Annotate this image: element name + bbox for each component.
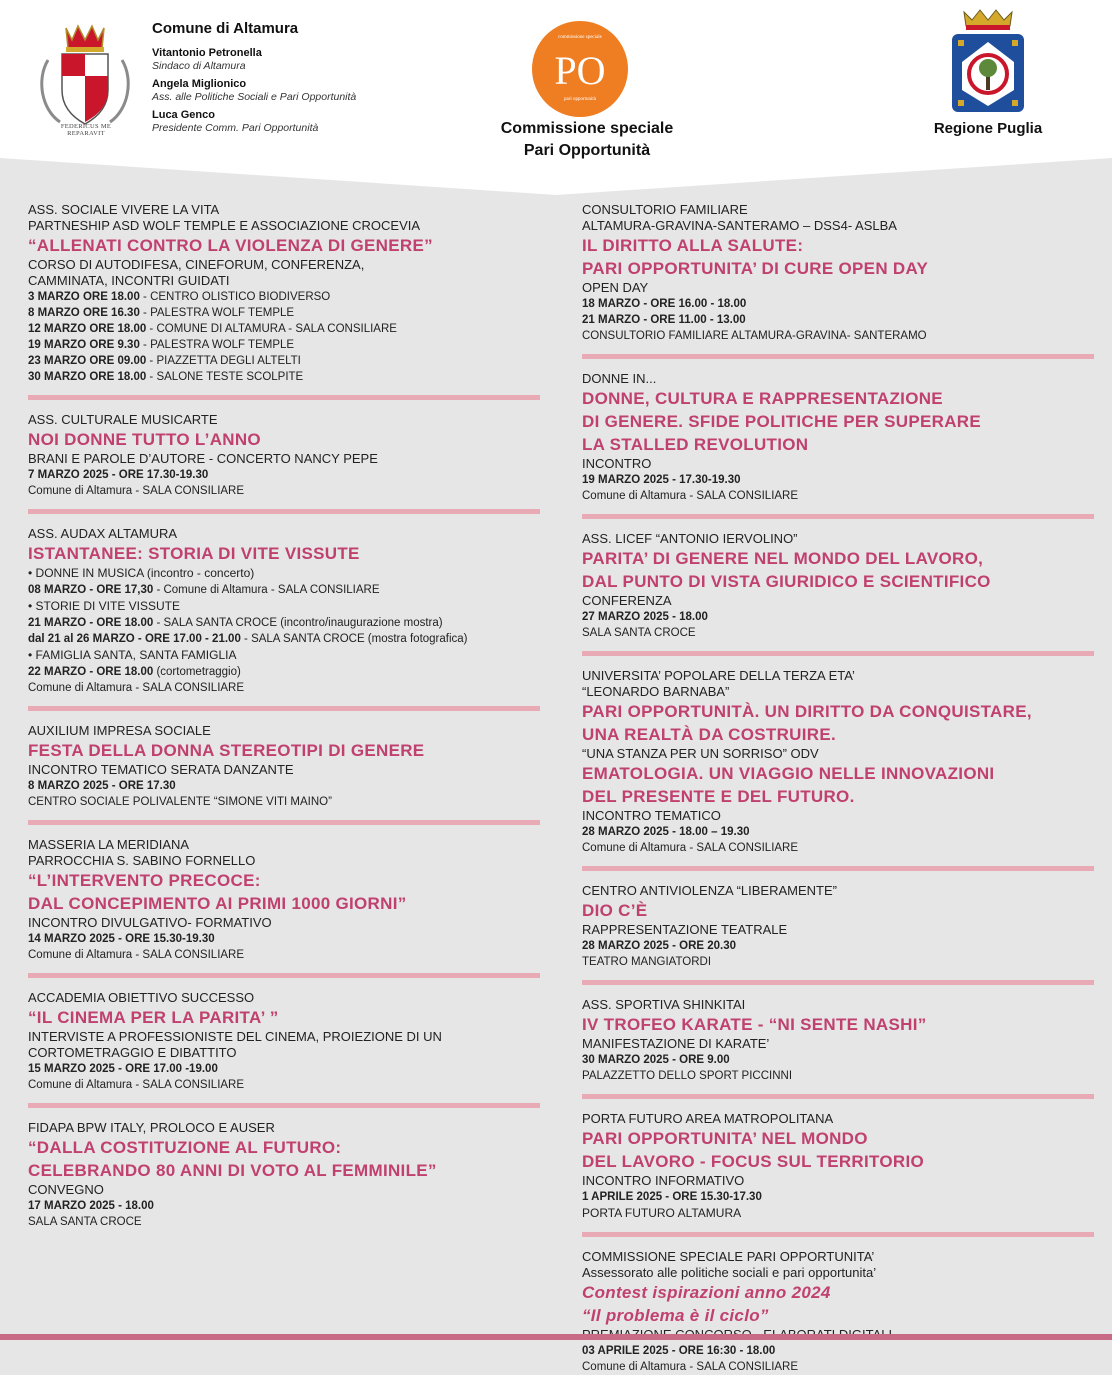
event-date-line bbox=[582, 1343, 1094, 1359]
event-subtitle: CORTOMETRAGGIO E DIBATTITO bbox=[28, 1045, 237, 1060]
event-location: CONSULTORIO FAMILIARE ALTAMURA-GRAVINA- SANTERAMO bbox=[582, 330, 927, 342]
event-location: Comune di Altamura - SALA CONSILIARE bbox=[582, 490, 799, 502]
regione-puglia-emblem-icon bbox=[946, 6, 1030, 116]
event-title: FESTA DELLA DONNA STEREOTIPI DI GENERE bbox=[28, 741, 425, 760]
event-organizer: “LEONARDO BARNABA” bbox=[582, 684, 730, 699]
event-title: DI GENERE. SFIDE POLITICHE PER SUPERARE bbox=[582, 412, 981, 431]
event-date-line bbox=[582, 824, 1094, 840]
event-date: 27 MARZO 2025 - 18.00 bbox=[582, 611, 708, 623]
event-date-line bbox=[28, 664, 540, 680]
event-title: “ALLENATI CONTRO LA VIOLENZA DI GENERE” bbox=[28, 236, 433, 255]
event-date-line bbox=[28, 947, 540, 963]
event-subtitle: CAMMINATA, INCONTRI GUIDATI bbox=[28, 273, 230, 288]
event-location: - COMUNE DI ALTAMURA - SALA CONSILIARE bbox=[146, 323, 397, 335]
event-subtitle: CONFERENZA bbox=[582, 593, 672, 608]
comune-name: Comune di Altamura bbox=[152, 20, 299, 37]
event-item bbox=[582, 997, 1094, 1084]
event-date-line bbox=[28, 647, 540, 664]
event-date-line bbox=[28, 353, 540, 369]
event-organizer: CENTRO ANTIVIOLENZA “LIBERAMENTE” bbox=[582, 883, 837, 898]
event-date-line bbox=[28, 483, 540, 499]
event-date: 12 MARZO ORE 18.00 bbox=[28, 323, 147, 335]
event-title: PARITA’ DI GENERE NEL MONDO DEL LAVORO, bbox=[582, 549, 984, 568]
event-organizer: ASS. AUDAX ALTAMURA bbox=[28, 526, 178, 541]
event-item bbox=[582, 668, 1094, 856]
event-title: “DALLA COSTITUZIONE AL FUTURO: bbox=[28, 1138, 342, 1157]
event-location: PORTA FUTURO ALTAMURA bbox=[582, 1206, 742, 1220]
event-date-line bbox=[28, 1198, 540, 1214]
event-subtitle: INCONTRO INFORMATIVO bbox=[582, 1173, 745, 1188]
crest-motto: FEDERICUS ME REPARAVIT bbox=[60, 123, 112, 137]
event-date-line bbox=[582, 472, 1094, 488]
event-location: - SALA SANTA CROCE (incontro/inaugurazione mostra) bbox=[153, 617, 443, 629]
event-separator bbox=[582, 1232, 1094, 1237]
event-date-line bbox=[28, 467, 540, 483]
event-organizer: ASS. LICEF “ANTONIO IERVOLINO” bbox=[582, 531, 798, 546]
event-location: - CENTRO OLISTICO BIODIVERSO bbox=[139, 291, 331, 303]
event-date: 03 APRILE 2025 - ORE 16:30 - 18.00 bbox=[582, 1345, 776, 1357]
event-item bbox=[28, 1120, 540, 1230]
event-location: SALA SANTA CROCE bbox=[582, 627, 696, 639]
event-date: 17 MARZO 2025 - 18.00 bbox=[28, 1200, 154, 1212]
event-location: • FAMIGLIA SANTA, SANTA FAMIGLIA bbox=[28, 648, 237, 662]
event-organizer: ALTAMURA-GRAVINA-SANTERAMO – DSS4- ASLBA bbox=[582, 218, 897, 233]
event-location: Comune di Altamura - SALA CONSILIARE bbox=[28, 682, 245, 694]
event-date: 19 MARZO 2025 - 17.30-19.30 bbox=[582, 474, 741, 486]
event-location: - SALONE TESTE SCOLPITE bbox=[146, 371, 304, 383]
event-item bbox=[28, 990, 540, 1093]
event-date: 21 MARZO - ORE 18.00 bbox=[28, 617, 154, 629]
event-subtitle: CONVEGNO bbox=[28, 1182, 104, 1197]
event-subtitle: BRANI E PAROLE D’AUTORE - CONCERTO NANCY PEPE bbox=[28, 451, 378, 466]
event-date: 8 MARZO 2025 - ORE 17.30 bbox=[28, 780, 176, 792]
event-location: - SALA SANTA CROCE (mostra fotografica) bbox=[240, 633, 468, 645]
event-separator bbox=[582, 514, 1094, 519]
event-separator bbox=[582, 651, 1094, 656]
right-column bbox=[582, 202, 1094, 1375]
event-date: 30 MARZO ORE 18.00 bbox=[28, 371, 147, 383]
event-separator bbox=[582, 1094, 1094, 1099]
event-location: - PALESTRA WOLF TEMPLE bbox=[139, 339, 295, 351]
event-title: PARI OPPORTUNITA’ DI CURE OPEN DAY bbox=[582, 259, 929, 278]
event-location: TEATRO MANGIATORDI bbox=[582, 956, 712, 968]
event-separator bbox=[28, 820, 540, 825]
event-subtitle: INCONTRO DIVULGATIVO- FORMATIVO bbox=[28, 915, 272, 930]
po-logo-top-text: commissione speciale bbox=[558, 35, 602, 40]
person-name: Vitantonio Petronella bbox=[152, 47, 262, 59]
event-date: 7 MARZO 2025 - ORE 17.30-19.30 bbox=[28, 469, 209, 481]
event-title: DEL PRESENTE E DEL FUTURO. bbox=[582, 787, 855, 806]
event-date: 8 MARZO ORE 16.30 bbox=[28, 307, 140, 319]
event-date-line bbox=[28, 794, 540, 810]
event-date-line bbox=[28, 1061, 540, 1077]
event-title: “IL CINEMA PER LA PARITA’ ” bbox=[28, 1008, 279, 1027]
event-date-line bbox=[28, 337, 540, 353]
event-subtitle: INCONTRO TEMATICO bbox=[582, 808, 721, 823]
event-date: 08 MARZO - ORE 17,30 bbox=[28, 584, 154, 596]
event-item bbox=[582, 1111, 1094, 1222]
event-separator bbox=[582, 354, 1094, 359]
event-organizer: PARTNESHIP ASD WOLF TEMPLE E ASSOCIAZIONE CROCEVIA bbox=[28, 218, 421, 233]
event-organizer: AUXILIUM IMPRESA SOCIALE bbox=[28, 723, 211, 738]
event-date: 15 MARZO 2025 - ORE 17.00 -19.00 bbox=[28, 1063, 218, 1075]
event-date-line bbox=[28, 1077, 540, 1093]
event-subtitle: OPEN DAY bbox=[582, 280, 649, 295]
event-date-line bbox=[28, 778, 540, 794]
event-subtitle: CORSO DI AUTODIFESA, CINEFORUM, CONFERENZA, bbox=[28, 257, 365, 272]
event-organizer: ASS. CULTURALE MUSICARTE bbox=[28, 412, 218, 427]
event-date-line bbox=[582, 1189, 1094, 1205]
event-location: SALA SANTA CROCE bbox=[28, 1216, 142, 1228]
event-title: “Il problema è il ciclo” bbox=[582, 1306, 769, 1325]
event-date-line bbox=[582, 296, 1094, 312]
event-date-line bbox=[582, 328, 1094, 344]
event-location: (cortometraggio) bbox=[153, 666, 241, 678]
event-title: Contest ispirazioni anno 2024 bbox=[582, 1283, 831, 1302]
event-organizer: COMMISSIONE SPECIALE PARI OPPORTUNITA’ bbox=[582, 1249, 875, 1264]
event-date: 23 MARZO ORE 09.00 bbox=[28, 355, 147, 367]
person-role: Sindaco di Altamura bbox=[152, 60, 246, 72]
event-date: 1 APRILE 2025 - ORE 15.30-17.30 bbox=[582, 1191, 762, 1203]
event-date: 22 MARZO - ORE 18.00 bbox=[28, 666, 154, 678]
event-title: DAL CONCEPIMENTO AI PRIMI 1000 GIORNI” bbox=[28, 894, 407, 913]
event-separator bbox=[582, 980, 1094, 985]
event-title: IL DIRITTO ALLA SALUTE: bbox=[582, 236, 804, 255]
event-subtitle: INTERVISTE A PROFESSIONISTE DEL CINEMA, PROIEZIONE DI UN bbox=[28, 1029, 442, 1044]
person-role: Presidente Comm. Pari Opportunità bbox=[152, 122, 319, 134]
person-role: Ass. alle Politiche Sociali e Pari Opportunità bbox=[152, 91, 357, 103]
event-item bbox=[28, 526, 540, 696]
event-item bbox=[582, 531, 1094, 641]
event-separator bbox=[582, 866, 1094, 871]
event-organizer: FIDAPA BPW ITALY, PROLOCO E AUSER bbox=[28, 1120, 275, 1135]
event-item bbox=[582, 371, 1094, 504]
event-location: • DONNE IN MUSICA (incontro - concerto) bbox=[28, 566, 255, 580]
event-date-line bbox=[582, 625, 1094, 641]
event-title: CELEBRANDO 80 ANNI DI VOTO AL FEMMINILE” bbox=[28, 1161, 437, 1180]
event-title: PARI OPPORTUNITA’ NEL MONDO bbox=[582, 1129, 868, 1148]
event-date: 30 MARZO 2025 - ORE 9.00 bbox=[582, 1054, 730, 1066]
event-location: • STORIE DI VITE VISSUTE bbox=[28, 599, 181, 613]
event-date-line bbox=[582, 954, 1094, 970]
event-date-line bbox=[28, 1214, 540, 1230]
event-subtitle: INCONTRO TEMATICO SERATA DANZANTE bbox=[28, 762, 294, 777]
event-location: - PIAZZETTA DEGLI ALTELTI bbox=[146, 355, 301, 367]
event-location: - PALESTRA WOLF TEMPLE bbox=[139, 307, 295, 319]
event-date-line bbox=[28, 631, 540, 647]
event-date-line bbox=[28, 931, 540, 947]
comune-crest-icon bbox=[30, 20, 140, 130]
event-title: ISTANTANEE: STORIA DI VITE VISSUTE bbox=[28, 544, 360, 563]
event-date-line bbox=[582, 1068, 1094, 1084]
event-location: CENTRO SOCIALE POLIVALENTE “SIMONE VITI MAINO” bbox=[28, 796, 332, 808]
event-location: Comune di Altamura - SALA CONSILIARE bbox=[28, 949, 245, 961]
event-subtitle: INCONTRO bbox=[582, 456, 652, 471]
event-item bbox=[582, 1249, 1094, 1375]
event-title: DAL PUNTO DI VISTA GIURIDICO E SCIENTIFICO bbox=[582, 572, 991, 591]
bottom-bar bbox=[0, 1334, 1112, 1340]
event-separator bbox=[28, 706, 540, 711]
event-date-line bbox=[28, 582, 540, 598]
event-date-line bbox=[582, 609, 1094, 625]
person-name: Angela Miglionico bbox=[152, 78, 247, 90]
event-title: DIO C’È bbox=[582, 901, 648, 920]
event-location: Comune di Altamura - SALA CONSILIARE bbox=[28, 1079, 245, 1091]
event-date: 19 MARZO ORE 9.30 bbox=[28, 339, 140, 351]
commissione-title bbox=[470, 118, 704, 162]
event-date-line bbox=[582, 1052, 1094, 1068]
event-separator bbox=[28, 395, 540, 400]
event-date-line bbox=[28, 305, 540, 321]
header-authorities bbox=[152, 20, 356, 140]
event-subtitle: MANIFESTAZIONE DI KARATE’ bbox=[582, 1036, 770, 1051]
event-location: Comune di Altamura - SALA CONSILIARE bbox=[28, 485, 245, 497]
commissione-line-1: Commissione speciale bbox=[500, 120, 674, 137]
event-location: Comune di Altamura - SALA CONSILIARE bbox=[582, 842, 799, 854]
event-organizer: ASS. SOCIALE VIVERE LA VITA bbox=[28, 202, 220, 217]
commissione-line-2: Pari Opportunità bbox=[523, 142, 651, 159]
event-item bbox=[28, 837, 540, 963]
event-organizer-detail: Assessorato alle politiche sociali e pari opportunita’ bbox=[582, 1265, 877, 1280]
regione-name: Regione Puglia bbox=[933, 120, 1043, 137]
event-date: 21 MARZO - ORE 11.00 - 13.00 bbox=[582, 314, 746, 326]
event-organizer: PORTA FUTURO AREA MATROPOLITANA bbox=[582, 1111, 834, 1126]
event-subtitle: RAPPRESENTAZIONE TEATRALE bbox=[582, 922, 788, 937]
event-organizer: ACCADEMIA OBIETTIVO SUCCESSO bbox=[28, 990, 255, 1005]
event-item bbox=[582, 202, 1094, 344]
event-date: 14 MARZO 2025 - ORE 15.30-19.30 bbox=[28, 933, 215, 945]
event-date-line bbox=[28, 680, 540, 696]
event-date-line bbox=[28, 565, 540, 582]
event-location: Comune di Altamura - SALA CONSILIARE bbox=[582, 1361, 799, 1373]
event-item bbox=[28, 202, 540, 385]
event-organizer: UNIVERSITA’ POPOLARE DELLA TERZA ETA’ bbox=[582, 668, 855, 683]
header bbox=[0, 0, 1112, 200]
event-title: NOI DONNE TUTTO L’ANNO bbox=[28, 430, 261, 449]
event-date: 28 MARZO 2025 - 18.00 – 19.30 bbox=[582, 826, 750, 838]
left-column bbox=[28, 202, 540, 1230]
event-date: 28 MARZO 2025 - ORE 20.30 bbox=[582, 940, 737, 952]
event-date-line bbox=[582, 840, 1094, 856]
event-location: PALAZZETTO DELLO SPORT PICCINNI bbox=[582, 1070, 793, 1082]
event-organizer: MASSERIA LA MERIDIANA bbox=[28, 837, 190, 852]
event-item bbox=[28, 412, 540, 499]
event-date: 18 MARZO - ORE 16.00 - 18.00 bbox=[582, 298, 747, 310]
event-date-line bbox=[582, 1359, 1094, 1375]
event-organizer: ASS. SPORTIVA SHINKITAI bbox=[582, 997, 746, 1012]
event-item bbox=[582, 883, 1094, 970]
event-title: DEL LAVORO - FOCUS SUL TERRITORIO bbox=[582, 1152, 925, 1171]
event-separator bbox=[28, 973, 540, 978]
event-date-line bbox=[582, 938, 1094, 954]
event-title: PARI OPPORTUNITÀ. UN DIRITTO DA CONQUISTARE, bbox=[582, 702, 1032, 721]
event-title: UNA REALTÀ DA COSTRUIRE. bbox=[582, 725, 837, 744]
event-location: - Comune di Altamura - SALA CONSILIARE bbox=[153, 584, 380, 596]
event-date-line bbox=[582, 1205, 1094, 1222]
event-date-line bbox=[28, 369, 540, 385]
event-organizer: DONNE IN... bbox=[582, 371, 657, 386]
event-organizer: PARROCCHIA S. SABINO FORNELLO bbox=[28, 853, 256, 868]
po-logo-bottom-text: pari opportunità bbox=[563, 97, 597, 102]
event-title: DONNE, CULTURA E RAPPRESENTAZIONE bbox=[582, 389, 943, 408]
event-organizer: “UNA STANZA PER UN SORRISO” ODV bbox=[582, 746, 819, 761]
event-separator bbox=[28, 509, 540, 514]
event-date-line bbox=[28, 321, 540, 337]
event-title: “L’INTERVENTO PRECOCE: bbox=[28, 871, 261, 890]
person-name: Luca Genco bbox=[152, 109, 215, 121]
event-date-line bbox=[28, 289, 540, 305]
event-date-line bbox=[582, 312, 1094, 328]
event-separator bbox=[28, 1103, 540, 1108]
po-logo-letters: PO bbox=[554, 48, 606, 93]
event-date: 3 MARZO ORE 18.00 bbox=[28, 291, 140, 303]
event-organizer: CONSULTORIO FAMILIARE bbox=[582, 202, 748, 217]
event-title: EMATOLOGIA. UN VIAGGIO NELLE INNOVAZIONI bbox=[582, 764, 995, 783]
po-logo-icon bbox=[531, 20, 629, 118]
event-date-line bbox=[582, 488, 1094, 504]
event-date-line bbox=[28, 615, 540, 631]
event-date-line bbox=[28, 598, 540, 615]
event-date: dal 21 al 26 MARZO - ORE 17.00 - 21.00 bbox=[28, 633, 241, 645]
event-title: LA STALLED REVOLUTION bbox=[582, 435, 809, 454]
event-item bbox=[28, 723, 540, 810]
event-title: IV TROFEO KARATE - “NI SENTE NASHI” bbox=[582, 1015, 927, 1034]
